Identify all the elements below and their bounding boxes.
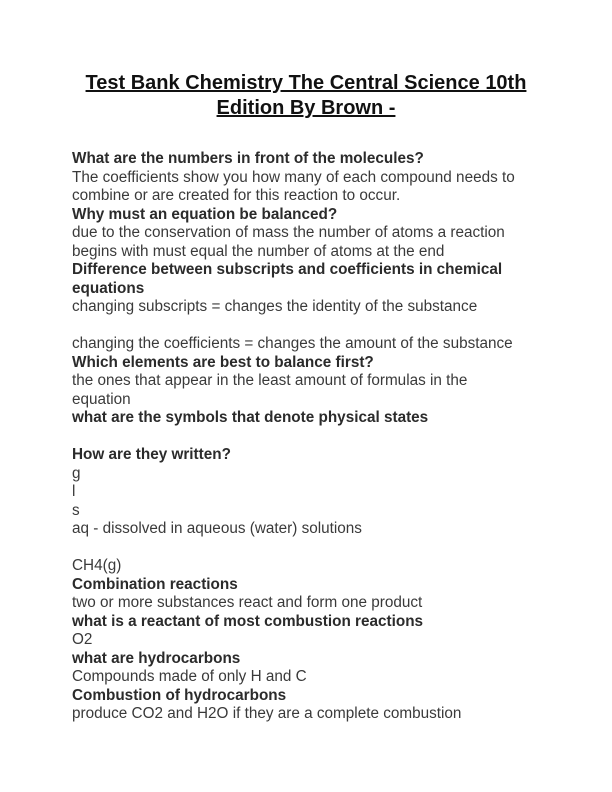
answer-line: equation	[72, 390, 131, 408]
answer-line: produce CO2 and H2O if they are a complete combustion	[72, 705, 462, 722]
answer-line: l	[72, 483, 76, 500]
answer-line: CH4(g)	[72, 557, 122, 574]
question-line: Combustion of hydrocarbons	[72, 686, 287, 704]
question-line: Why must an equation be balanced?	[72, 205, 338, 223]
blank-line	[72, 539, 552, 558]
answer-line: s	[72, 501, 80, 519]
answer-line: Compounds made of only H and C	[72, 668, 307, 685]
question-line: How are they written?	[72, 446, 231, 463]
question-line: what are the symbols that denote physical states	[72, 409, 429, 426]
document-title	[40, 71, 572, 121]
question-line: Difference between subscripts and coefficients in chemical	[72, 261, 503, 278]
question-line: What are the numbers in front of the molecules?	[72, 150, 424, 167]
answer-line: changing subscripts = changes the identity of the substance	[72, 298, 478, 315]
question-line: what is a reactant of most combustion reactions	[72, 612, 424, 630]
answer-line: aq - dissolved in aqueous (water) solutions	[72, 520, 362, 537]
answer-line: g	[72, 464, 81, 482]
answer-line: due to the conservation of mass the number of atoms a reaction	[72, 224, 505, 241]
answer-line: begins with must equal the number of atoms at the end	[72, 242, 445, 260]
answer-line: changing the coefficients = changes the amount of the substance	[72, 335, 513, 352]
question-line: Combination reactions	[72, 575, 238, 593]
title-line-2: Edition By Brown -	[216, 97, 396, 119]
answer-line: O2	[72, 631, 93, 648]
answer-line: the ones that appear in the least amount of formulas in the	[72, 372, 468, 389]
flashcard-content	[72, 150, 552, 724]
title-line-1: Test Bank Chemistry The Central Science 10th	[85, 72, 527, 94]
answer-line: combine or are created for this reaction to occur.	[72, 187, 401, 204]
blank-line	[72, 317, 552, 336]
question-line: what are hydrocarbons	[72, 649, 241, 667]
question-line: Which elements are best to balance first?	[72, 353, 374, 371]
question-line: equations	[72, 279, 145, 297]
answer-line: two or more substances react and form one product	[72, 594, 423, 611]
blank-line	[72, 428, 552, 447]
answer-line: The coefficients show you how many of each compound needs to	[72, 168, 515, 186]
